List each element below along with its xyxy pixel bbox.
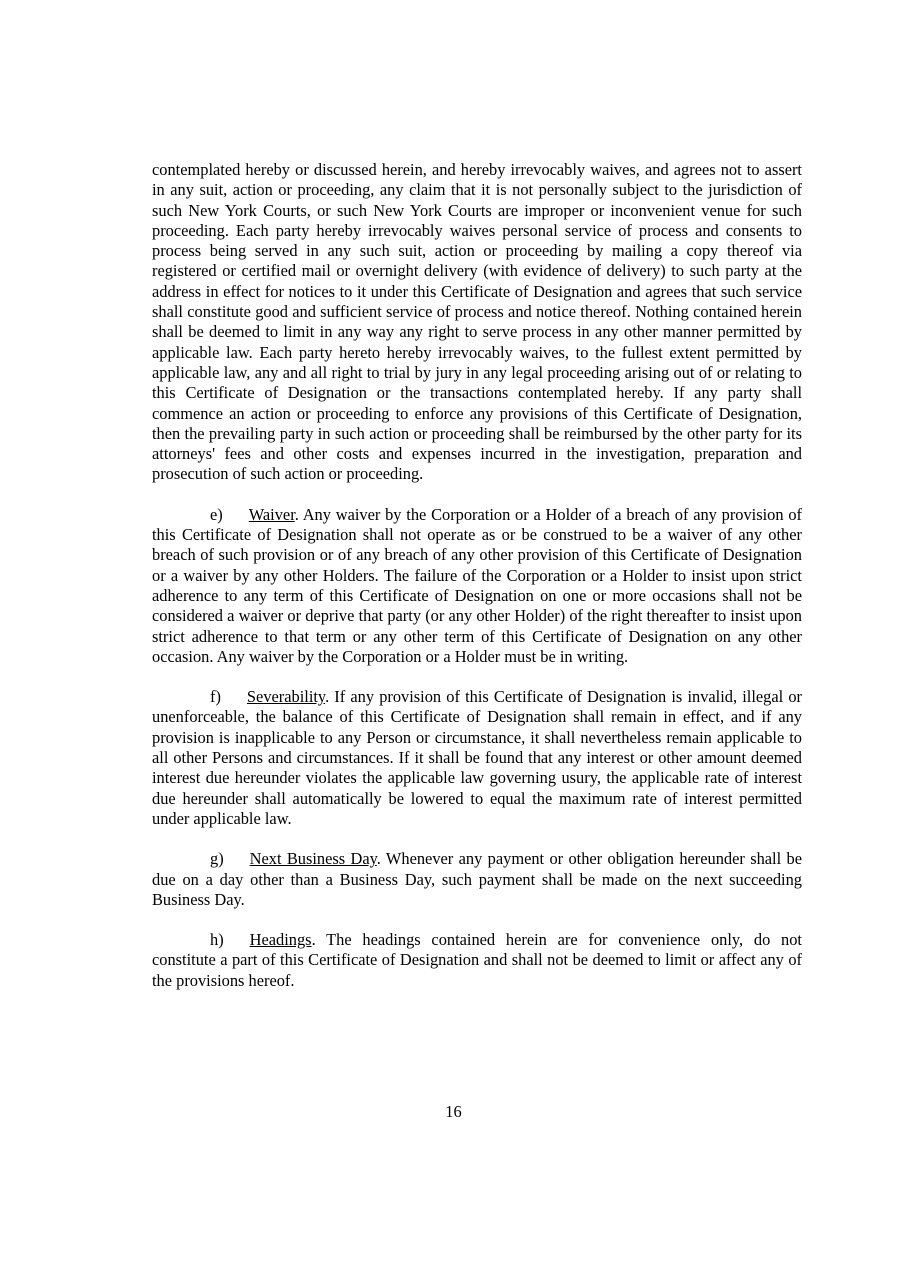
- paragraph-next-business-day: [152, 849, 802, 910]
- paragraph-heading-severability: Severability: [246, 687, 326, 707]
- paragraph-text-headings: . The headings contained herein are for convenience only, do not constitute a part of this Certificate of Designation and shall not be deemed to limit or affect any of the provisions hereof.: [152, 930, 802, 990]
- page-number: 16: [445, 1102, 462, 1121]
- paragraph-heading-headings: Headings: [249, 930, 312, 950]
- paragraph-text-severability: . If any provision of this Certificate of Designation is invalid, illegal or unenforceable, the balance of this Certificate of Designation shall remain in effect, and if any provision is inapplicable to any Person or circumstance, it shall nevertheless remain applicable to all other Persons and circumstances. If it shall be found that any interest or other amount deemed interest due hereunder violates the applicable law governing usury, the applicable rate of interest due hereunder shall automatically be lowered to equal the maximum rate of interest permitted under applicable law.: [152, 687, 802, 828]
- paragraph-heading-waiver: Waiver: [248, 504, 295, 524]
- paragraph-continued: [152, 160, 802, 485]
- paragraph-heading-next-business-day: Next Business Day: [249, 849, 377, 869]
- paragraph-headings: [152, 930, 802, 991]
- paragraph-marker-g: g): [210, 849, 224, 869]
- paragraph-text-waiver: . Any waiver by the Corporation or a Holder of a breach of any provision of this Certificate of Designation shall not operate as or be construed to be a waiver of any other breach of such provision or of any breach of any other provision of this Certificate of Designation or a waiver by any other Holders. The failure of the Corporation or a Holder to insist upon strict adherence to any term of this Certificate of Designation on one or more occasions shall not be considered a waiver or deprive that party (or any other Holder) of the right thereafter to insist upon strict adherence to that term or any other term of this Certificate of Designation on any other occasion. Any waiver by the Corporation or a Holder must be in writing.: [152, 504, 802, 666]
- paragraph-severability: [152, 687, 802, 829]
- paragraph-marker-h: h): [210, 930, 224, 950]
- paragraph-marker-f: f): [210, 687, 221, 707]
- document-body: [152, 160, 802, 991]
- paragraph-continued-text: contemplated hereby or discussed herein, and hereby irrevocably waives, and agrees not to assert in any suit, action or proceeding, any claim that it is not personally subject to the jurisdiction of such New York Courts, or such New York Courts are improper or inconvenient venue for such proceeding. Each party hereby irrevocably waives personal service of process and consents to process being served in any such suit, action or proceeding by mailing a copy thereof via registered or certified mail or overnight delivery (with evidence of delivery) to such party at the address in effect for notices to it under this Certificate of Designation and agrees that such service shall constitute good and sufficient service of process and notice thereof. Nothing contained herein shall be deemed to limit in any way any right to serve process in any other manner permitted by applicable law. Each party hereto hereby irrevocably waives, to the fullest extent permitted by applicable law, any and all right to trial by jury in any legal proceeding arising out of or relating to this Certificate of Designation or the transactions contemplated hereby. If any party shall commence an action or proceeding to enforce any provisions of this Certificate of Designation, then the prevailing party in such action or proceeding shall be reimbursed by the other party for its attorneys' fees and other costs and expenses incurred in the investigation, preparation and prosecution of such action or proceeding.: [152, 160, 802, 484]
- paragraph-waiver: [152, 505, 802, 667]
- paragraph-marker-e: e): [210, 504, 223, 524]
- paragraph-text-next-business-day: . Whenever any payment or other obligation hereunder shall be due on a day other than a Business Day, such payment shall be made on the next succeeding Business Day.: [152, 849, 802, 909]
